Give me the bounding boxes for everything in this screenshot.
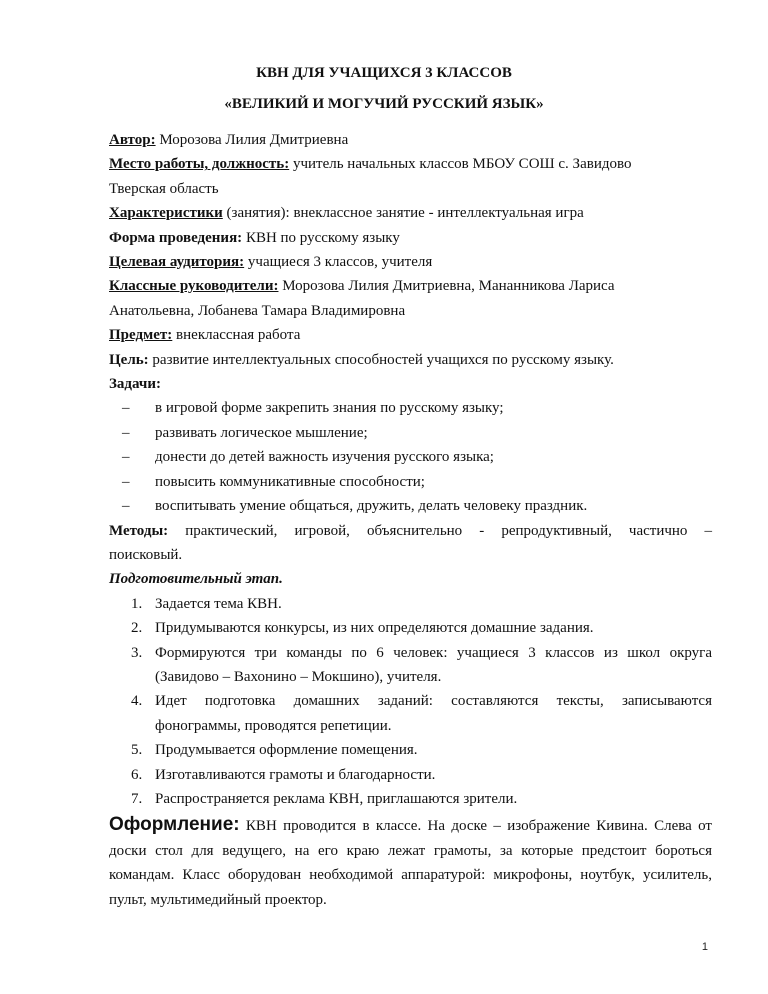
step-text-continued: (Завидово – Вахонино – Мокшино), учителя. (155, 668, 442, 685)
page-number: 1 (701, 941, 708, 953)
author-value: Морозова Лилия Дмитриевна (155, 132, 349, 148)
list-item (109, 470, 712, 494)
list-item (109, 738, 712, 762)
author-row (109, 128, 712, 152)
dash-marker: – (122, 424, 130, 441)
decor-row-3: командам. Класс оборудован необходимой аппаратурой: микрофоны, ноутбук, усилитель, (109, 867, 712, 884)
step-text-continued: фонограммы, проводятся репетиции. (155, 717, 392, 734)
task-text: донести до детей важность изучения русского языка; (155, 449, 494, 466)
methods-row (109, 519, 712, 543)
form-label: Форма проведения: (109, 229, 243, 246)
step-text: Продумывается оформление помещения. (155, 742, 418, 759)
subject-row (109, 323, 712, 347)
decor-row-2: доски стол для ведущего, на его краю лежат грамоты, за которые предстоит бороться (109, 842, 712, 859)
step-text: Придумываются конкурсы, из них определяются домашние задания. (155, 620, 594, 637)
list-item (109, 445, 712, 469)
task-text: развивать логическое мышление; (155, 424, 368, 441)
step-number: 3. (131, 644, 143, 661)
characteristics-row (109, 201, 712, 225)
author-label: Автор: (109, 132, 156, 148)
list-item (109, 494, 712, 518)
step-number: 1. (131, 595, 143, 612)
form-value: КВН по русскому языку (242, 229, 400, 246)
decor-row-4: пульт, мультимедийный проектор. (109, 891, 327, 908)
list-item (109, 421, 712, 445)
step-text: Изготавливаются грамоты и благодарности. (155, 766, 436, 783)
doc-title-line-2: «ВЕЛИКИЙ И МОГУЧИЙ РУССКИЙ ЯЗЫК» (224, 96, 544, 112)
decor-row (109, 813, 712, 838)
goal-row (109, 348, 712, 372)
methods-value: практический, игровой, объяснительно - репродуктивный, частично – (168, 522, 712, 539)
list-item (109, 689, 712, 738)
list-item (109, 763, 712, 787)
list-item (109, 641, 712, 690)
step-number: 7. (131, 790, 143, 807)
dash-marker: – (122, 498, 130, 515)
step-number: 6. (131, 766, 143, 783)
task-text: в игровой форме закрепить знания по русскому языку; (155, 400, 504, 417)
task-text: воспитывать умение общаться, дружить, делать человеку праздник. (155, 498, 588, 515)
tasks-label: Задачи: (109, 376, 162, 393)
step-text: Идет подготовка домашних заданий: составляются тексты, записываются (155, 693, 712, 710)
teachers-value: Морозова Лилия Дмитриевна, Мананникова Лариса (278, 278, 615, 295)
tasks-list (109, 396, 712, 518)
characteristics-label: Характеристики (109, 205, 223, 222)
step-number: 5. (131, 742, 143, 759)
step-text: Формируются три команды по 6 человек: учащиеся 3 классов из школ округа (155, 644, 712, 661)
goal-value: развитие интеллектуальных способностей учащихся по русскому языку. (148, 351, 614, 368)
prep-stage-heading: Подготовительный этап. (109, 571, 283, 588)
step-text: Распространяется реклама КВН, приглашаются зрители. (155, 790, 518, 807)
doc-title-line-1: КВН ДЛЯ УЧАЩИХСЯ 3 КЛАССОВ (256, 65, 512, 81)
list-item (109, 616, 712, 640)
methods-label: Методы: (109, 522, 169, 539)
form-row (109, 226, 712, 250)
dash-marker: – (122, 400, 130, 417)
dash-marker: – (122, 449, 130, 466)
characteristics-value: (занятия): внеклассное занятие - интеллектуальная игра (222, 205, 584, 222)
task-text: повысить коммуникативные способности; (155, 473, 425, 490)
decor-label: Оформление: (109, 814, 240, 836)
goal-label: Цель: (109, 351, 149, 368)
work-value: учитель начальных классов МБОУ СОШ с. Завидово (289, 156, 632, 173)
teachers-row (109, 274, 712, 298)
methods-row-continued: поисковый. (109, 546, 183, 563)
list-item (109, 787, 712, 811)
subject-label: Предмет: (109, 327, 173, 344)
audience-row (109, 250, 712, 274)
step-number: 2. (131, 620, 143, 637)
dash-marker: – (122, 473, 130, 490)
work-row (109, 152, 712, 176)
document-body (109, 128, 712, 912)
list-item (109, 592, 712, 616)
teachers-row-continued: Анатольевна, Лобанева Тамара Владимировна (109, 302, 406, 319)
work-label: Место работы, должность: (109, 156, 290, 173)
subject-value: внеклассная работа (172, 327, 301, 344)
work-row-continued: Тверская область (109, 180, 219, 197)
step-number: 4. (131, 693, 143, 710)
step-text: Задается тема КВН. (155, 595, 282, 612)
audience-label: Целевая аудитория: (109, 254, 245, 271)
list-item (109, 396, 712, 420)
prep-steps-list (109, 592, 712, 812)
teachers-label: Классные руководители: (109, 278, 279, 295)
audience-value: учащиеся 3 классов, учителя (244, 254, 433, 271)
decor-value: КВН проводится в классе. На доске – изображение Кивина. Слева от (239, 818, 712, 835)
